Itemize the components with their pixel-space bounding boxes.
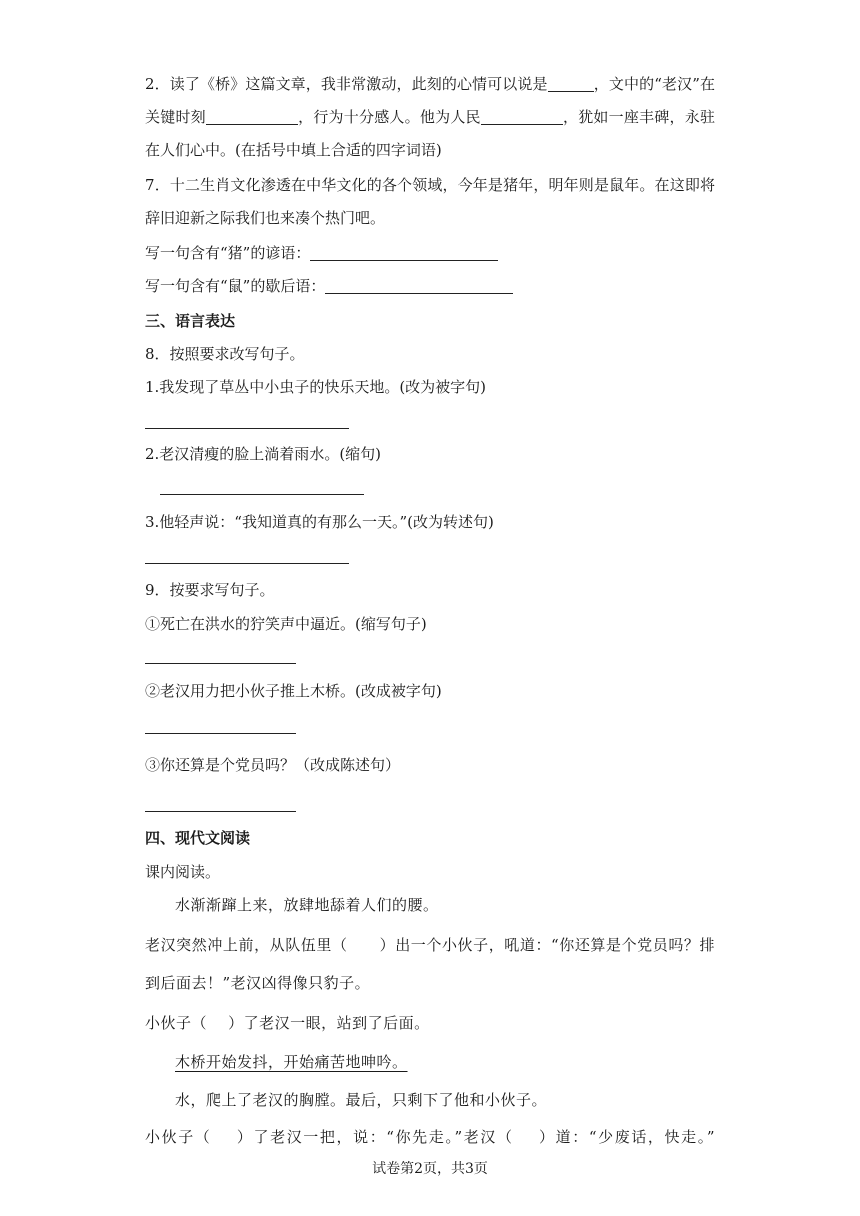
passage-paragraph-5: 水，爬上了老汉的胸膛。最后，只剩下了他和小伙子。 (175, 1091, 548, 1109)
q7-pig-prompt: 写一句含有“猪”的谚语： (145, 243, 498, 263)
answer-line (145, 811, 296, 812)
q8-title: 8．按照要求改写句子。 (145, 345, 305, 363)
q9-sentence-1: ①死亡在洪水的狞笑声中逼近。(缩写句子) (145, 615, 427, 633)
q8-sentence-1: 1.我发现了草丛中小虫子的快乐天地。(改为被字句) (145, 378, 487, 396)
q8-sentence-3: 3.他轻声说：“我知道真的有那么一天。”(改为转述句) (145, 513, 494, 531)
passage-paragraph-4-underlined: 木桥开始发抖，开始痛苦地呻吟。 (175, 1053, 408, 1071)
answer-line (145, 428, 349, 429)
answer-line (310, 246, 498, 261)
passage-paragraph-2b: 到后面去！”老汉凶得像只豹子。 (145, 974, 371, 992)
q7-rat-prompt: 写一句含有“鼠”的歇后语： (145, 276, 513, 296)
q9-title: 9．按要求写句子。 (145, 581, 275, 599)
passage-paragraph-1: 水渐渐蹿上来，放肆地舔着人们的腰。 (175, 896, 439, 914)
q9-sentence-2: ②老汉用力把小伙子推上木桥。(改成被字句) (145, 682, 442, 700)
q9-sentence-3: ③你还算是个党员吗？（改成陈述句） (145, 756, 401, 774)
answer-line (145, 663, 296, 664)
answer-line (145, 563, 349, 564)
blank-1 (548, 77, 594, 92)
q8-sentence-2: 2.老汉清瘦的脸上淌着雨水。(缩句) (145, 445, 382, 463)
passage-paragraph-3: 小伙子（ ）了老汉一眼，站到了后面。 (145, 1014, 430, 1032)
blank-2 (206, 110, 298, 125)
answer-line (145, 733, 296, 734)
page-footer: 试卷第2页，共3页 (372, 1161, 488, 1177)
blank-3 (481, 110, 563, 125)
q7-line-2: 辞旧迎新之际我们也来凑个热门吧。 (145, 209, 386, 227)
section-4-subtitle: 课内阅读。 (145, 863, 221, 881)
section-4-title: 四、现代文阅读 (145, 829, 251, 847)
section-3-title: 三、语言表达 (145, 312, 236, 330)
answer-line (160, 494, 364, 495)
q2-line-1: 2．读了《桥》这篇文章，我非常激动，此刻的心情可以说是 ，文中的“老汉”在 (145, 75, 716, 93)
passage-paragraph-6: 小伙子（ ）了老汉一把，说：“你先走。”老汉（ ）道：“少废话，快走。” (145, 1128, 715, 1146)
answer-line (325, 279, 513, 294)
q2-line-3: 在人们心中。(在括号中填上合适的四字词语) (145, 141, 442, 159)
q7-line-1: 7．十二生肖文化渗透在中华文化的各个领域，今年是猪年，明年则是鼠年。在这即将 (145, 176, 715, 194)
passage-paragraph-2a: 老汉突然冲上前，从队伍里（ ）出一个小伙子，吼道：“你还算是个党员吗？排 (145, 936, 715, 954)
q2-line-2: 关键时刻 ，行为十分感人。他为人民 ，犹如一座丰碑，永驻 (145, 108, 715, 126)
